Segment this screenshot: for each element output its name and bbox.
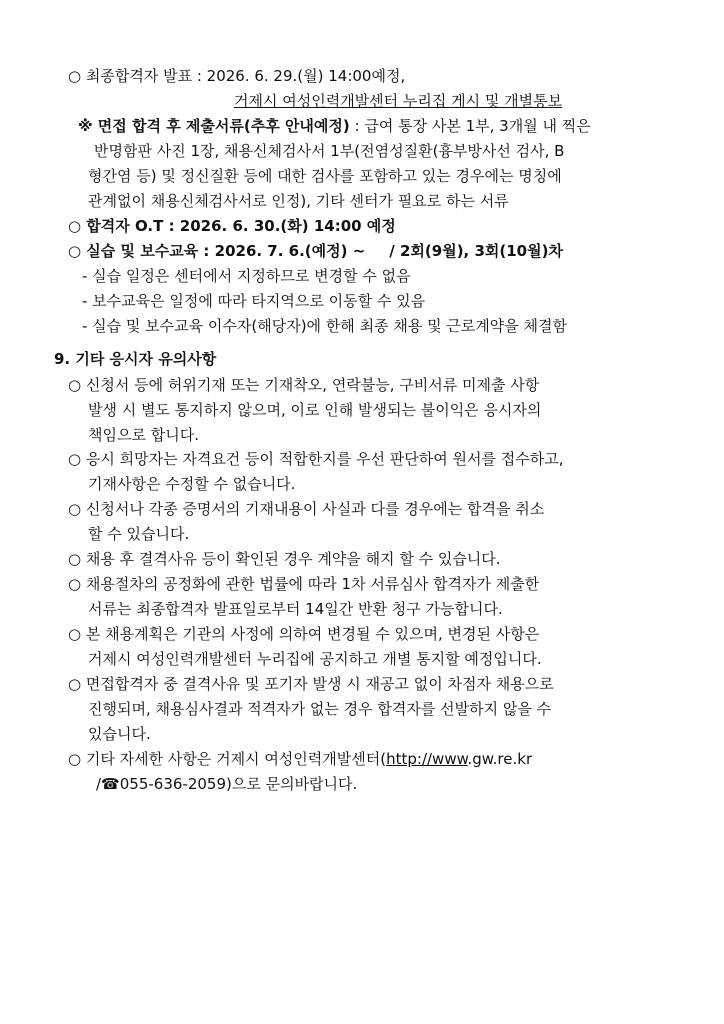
notice-item-5-cont: 서류는 최종합격자 발표일로부터 14일간 반환 청구 가능합니다. — [88, 600, 503, 618]
notice-item-4: ○ 채용 후 결격사유 등이 확인된 경우 계약을 해지 할 수 있습니다. — [68, 550, 501, 568]
notice-item-2-cont: 기재사항은 수정할 수 없습니다. — [88, 475, 296, 493]
contact-text: ○ 기타 자세한 사항은 거제시 여성인력개발센터( — [68, 750, 387, 768]
final-announcement-detail: 거제시 여성인력개발센터 누리집 게시 및 개별통보 — [234, 92, 563, 110]
notice-item-3-cont: 할 수 있습니다. — [88, 525, 190, 543]
documents-note-line-4: 관계없이 채용신체검사서로 인정), 기타 센터가 필요로 하는 서류 — [88, 192, 509, 210]
training-line — [68, 239, 563, 263]
documents-note-line — [78, 114, 591, 138]
website-link[interactable]: http://www — [386, 750, 468, 768]
training-note-2: - 보수교육은 일정에 따라 타지역으로 이동할 수 있음 — [82, 292, 426, 310]
notice-item-6: ○ 본 채용계획은 기관의 사정에 의하여 변경될 수 있으며, 변경된 사항은 — [68, 625, 540, 643]
contact-phone-line: /☎055-636-2059)으로 문의바랍니다. — [96, 775, 358, 793]
documents-note-line-3: 형간염 등) 및 정신질환 등에 대한 검사를 포함하고 있는 경우에는 명칭에 — [88, 167, 562, 185]
website-domain: .gw.re.kr — [467, 750, 533, 768]
notice-item-1-cont-2: 책임으로 합니다. — [88, 426, 199, 444]
notice-item-2: ○ 응시 희망자는 자격요건 등이 적합한지를 우선 판단하여 원서를 접수하고, — [68, 450, 564, 468]
notice-item-1-cont: 발생 시 별도 통지하지 않으며, 이로 인해 발생되는 불이익은 응시자의 — [88, 401, 542, 419]
notice-item-7-cont: 진행되며, 채용심사결과 적격자가 없는 경우 합격자를 선발하지 않을 수 — [88, 700, 552, 718]
notice-item-5: ○ 채용절차의 공정화에 관한 법률에 따라 1차 서류심사 합격자가 제출한 — [68, 575, 540, 593]
documents-note-heading: ※ 면접 합격 후 제출서류(추후 안내예정) — [78, 117, 350, 135]
section-heading: 9. 기타 응시자 유의사항 — [54, 350, 217, 368]
notice-item-7-cont-2: 있습니다. — [88, 725, 151, 743]
final-announcement-line: ○ 최종합격자 발표 : 2026. 6. 29.(월) 14:00예정, — [68, 67, 406, 85]
documents-note-line-2: 반명함판 사진 1장, 채용신체검사서 1부(전염성질환(흉부방사선 검사, B — [94, 142, 565, 160]
notice-item-3: ○ 신청서나 각종 증명서의 기재내용이 사실과 다를 경우에는 합격을 취소 — [68, 500, 545, 518]
orientation-line: ○ 합격자 O.T : 2026. 6. 30.(화) 14:00 예정 — [68, 217, 396, 235]
training-note-1: - 실습 일정은 센터에서 지정하므로 변경할 수 없음 — [82, 267, 411, 285]
training-note-3: - 실습 및 보수교육 이수자(해당자)에 한해 최종 채용 및 근로계약을 체결함 — [82, 317, 568, 335]
notice-item-7: ○ 면접합격자 중 결격사유 및 포기자 발생 시 재공고 없이 차점자 채용으로 — [68, 675, 554, 693]
notice-item-8 — [68, 747, 532, 771]
training-rounds: / 2회(9월), 3회(10월)차 — [389, 242, 563, 260]
documents-note-text: : 급여 통장 사본 1부, 3개월 내 찍은 — [349, 117, 591, 135]
notice-item-1: ○ 신청서 등에 허위기재 또는 기재착오, 연락불능, 구비서류 미제출 사항 — [68, 376, 540, 394]
notice-item-6-cont: 거제시 여성인력개발센터 누리집에 공지하고 개별 통지할 예정입니다. — [88, 650, 542, 668]
training-schedule: ○ 실습 및 보수교육 : 2026. 7. 6.(예정) ~ — [68, 242, 366, 260]
